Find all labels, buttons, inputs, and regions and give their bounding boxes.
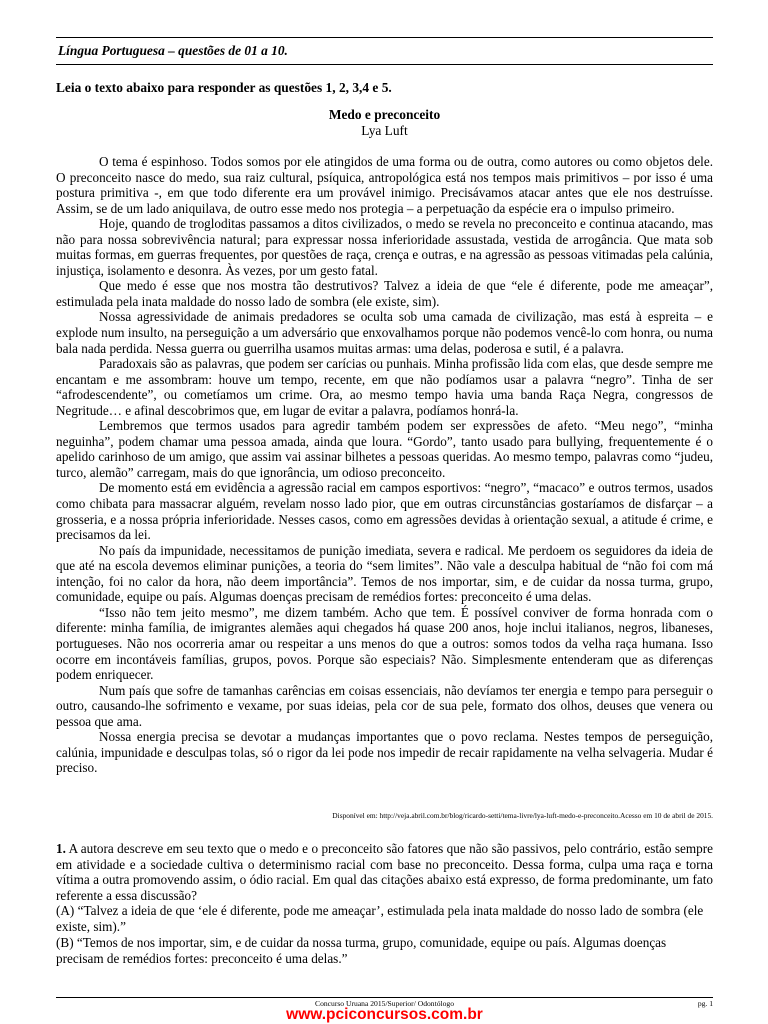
reading-instruction: Leia o texto abaixo para responder as questões 1, 2, 3,4 e 5. bbox=[56, 80, 392, 95]
text-body bbox=[56, 154, 713, 776]
footer-exam-name: Concurso Uruana 2015/Superior/ Odontólogo bbox=[315, 999, 454, 1008]
text-author: Lya Luft bbox=[361, 123, 408, 138]
footer-divider bbox=[56, 997, 713, 998]
paragraph: Num país que sofre de tamanhas carências em coisas essenciais, não devíamos ter energia e tempo para perseguir o outro, causando-lhe sofrimento e vexame, por suas ideias, pela cor de sua pele, formato dos olhos, deuses que venera ou pessoa que ama. bbox=[56, 682, 713, 729]
subject-title: Língua Portuguesa – questões de 01 a 10. bbox=[58, 43, 288, 58]
paragraph: Nossa energia precisa se devotar a mudanças importantes que o povo reclama. Nestes tempos de perseguição, calúnia, impunidade e desculpas tolas, só o rigor da lei pode nos impedir de recair rapidamente na velha selvageria. Mudar é preciso. bbox=[56, 729, 713, 776]
paragraph: De momento está em evidência a agressão racial em campos esportivos: “negro”, “macaco” e outros termos, usados como chibata para massacrar alguém, revelam nosso lado pior, que em outras circunstâncias gostaríamos de disfarçar – a grosseria, e a nossa própria inferioridade. Nesses casos, como em agressões devidas à orientação sexual, a atitude é crime, e precisamos da lei. bbox=[56, 480, 713, 543]
paragraph: Lembremos que termos usados para agredir também podem ser expressões de afeto. “Meu nego”, “minha neguinha”, podem chamar uma pessoa amada, ainda que loura. “Gordo”, tanto usado para bullying, frequentemente é o apelido carinhoso de um amigo, que assim vai assinar bilhetes a pessoas queridas. Ao mesmo tempo, palavras como “judeu, turco, alemão” carregam, mais do que ignorância, um odioso preconceito. bbox=[56, 418, 713, 480]
footer-page-number: pg. 1 bbox=[697, 999, 713, 1008]
paragraph: O tema é espinhoso. Todos somos por ele atingidos de uma forma ou de outra, como autores ou como objetos dele. O preconceito nasce do medo, sua raiz cultural, psíquica, antropológica está nos tempos mais primitivos – por isso é uma postura primitiva -, em que todo diferente era um provável inimigo. Precisávamos atacar antes que ele nos destruísse. Assim, se de um lado aniquilava, de outro esse medo nos protegia – a perpetuação da espécie era o impulso primeiro. bbox=[56, 154, 713, 216]
question-stem: A autora descreve em seu texto que o medo e o preconceito são fatores que não são passivos, pelo contrário, estão sempre em atividade e a sociedade cultiva o determinismo racial com base no preconceito. Dessa forma, culpa uma raça e torna vítima a outra promovendo assim, o ódio racial. Em qual das citações abaixo está expresso, de forma predominante, um fato referente a essa discussão? bbox=[56, 841, 713, 903]
option-a: (A) “Talvez a ideia de que ‘ele é diferente, pode me ameaçar’, estimulada pela inata maldade do nosso lado de sombra (ele existe, sim).” bbox=[56, 903, 704, 934]
paragraph: Nossa agressividade de animais predadores se oculta sob uma camada de civilização, mas está à espreita – e explode num insulto, na perseguição a um adversário que enxovalhamos porque não podemos vencê-lo com honra, ou numa bala nada perdida. Nessa guerra ou guerrilha usamos muitas armas: uma delas, poderosa e sutil, é a palavra. bbox=[56, 309, 713, 356]
text-title: Medo e preconceito bbox=[328, 107, 441, 122]
question-number: 1. bbox=[56, 841, 66, 856]
source-citation: Disponível em: http://veja.abril.com.br/blog/ricardo-setti/tema-livre/lya-luft-medo-e-preconceito.Acesso em 10 de abril de 2015. bbox=[332, 811, 713, 820]
subject-header bbox=[56, 37, 713, 65]
paragraph: “Isso não tem jeito mesmo”, me dizem também. Acho que tem. É possível conviver de forma honrada com o diferente: minha família, de imigrantes alemães aqui chegados há quase 200 anos, hoje inclui italianos, negros, libaneses, portugueses. Não nos ocorreria amar ou respeitar a uns menos do que a outros: somos todos da velha raça humana. Isso ocorre em incontáveis famílias, grupos, povos. Porque são especiais? Não. Simplesmente entenderam que as diferenças podem enriquecer. bbox=[56, 604, 713, 683]
paragraph: Hoje, quando de trogloditas passamos a ditos civilizados, o medo se revela no preconceito e continua atacando, mas não para nossa sobrevivência natural; para expressar nossa inferioridade assustada, vestida de arrogância. Que mata sob muitas formas, em guerras frequentes, por questões de raça, crença e outras, e na agressão as pessoas vitimadas pela calúnia, injustiça, isolamento e desonra. Às vezes, por um gesto fatal. bbox=[56, 216, 713, 278]
paragraph: Que medo é esse que nos mostra tão destrutivos? Talvez a ideia de que “ele é diferente, pode me ameaçar”, estimulada pela inata maldade do nosso lado de sombra (ele existe, sim). bbox=[56, 278, 713, 309]
paragraph: No país da impunidade, necessitamos de punição imediata, severa e radical. Me perdoem os seguidores da ideia de que até na escola devemos eliminar punições, a teoria do “sem limites”. Não vale a desculpa habitual de “não foi com má intenção, foi no calor da hora, não deem importância”. Temos de nos importar, sim, e de cuidar da nossa turma, grupo, comunidade, equipe ou país. Algumas doenças precisam de remédios fortes: preconceito é uma delas. bbox=[56, 542, 713, 605]
document-page bbox=[56, 0, 713, 1024]
question-1 bbox=[56, 841, 713, 903]
option-b: (B) “Temos de nos importar, sim, e de cuidar da nossa turma, grupo, comunidade, equipe ou país. Algumas doenças precisam de remédios fortes: preconceito é uma delas.” bbox=[56, 935, 667, 966]
watermark-url: www.pciconcursos.com.br bbox=[286, 1006, 483, 1023]
paragraph: Paradoxais são as palavras, que podem ser carícias ou punhais. Minha profissão lida com elas, que desde sempre me encantam e me assombram: houve um tempo, recente, em que não podíamos usar a palavra “negro”. Tinha de ser “afrodescendente”, ou cometíamos um crime. Ora, ao mesmo tempo havia uma banda Raça Negra, congressos de Negritude… e afinal descobrimos que, em lugar de evitar a palavra, podíamos honrá-la. bbox=[56, 356, 713, 418]
